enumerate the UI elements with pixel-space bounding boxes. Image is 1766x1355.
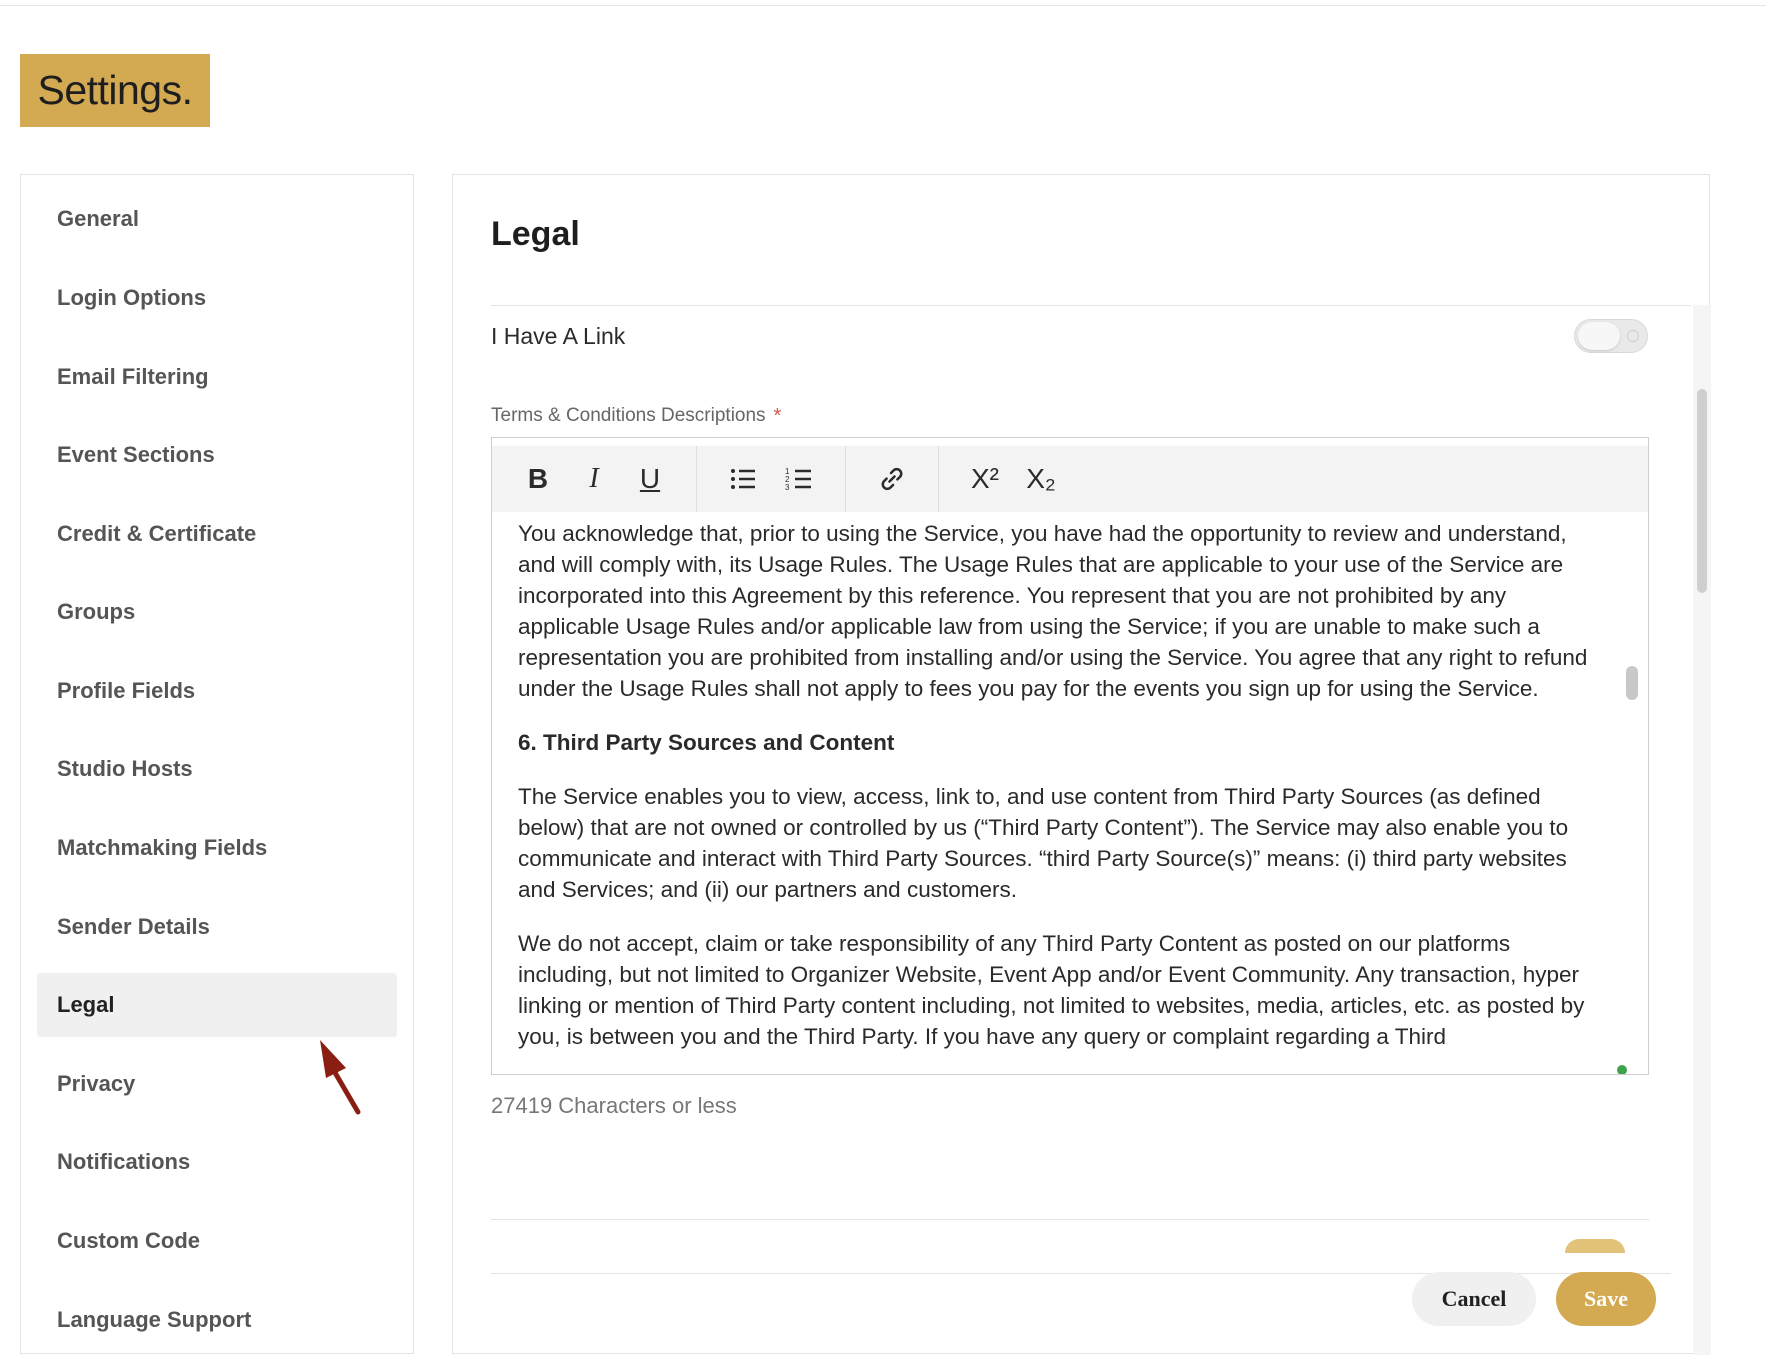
save-button[interactable]: Save [1556,1272,1656,1326]
annotation-arrow-icon [310,1028,370,1118]
page-title: Settings. [20,54,210,127]
script-group [939,446,1087,512]
sidebar-item-notifications[interactable]: Notifications [57,1149,191,1174]
cancel-button[interactable]: Cancel [1412,1272,1536,1326]
sidebar-item-legal[interactable]: Legal [37,973,397,1037]
divider [491,305,1691,306]
numbered-list-icon [784,464,814,494]
section-title: Legal [491,215,580,253]
toggle-knob [1578,322,1620,350]
numbered-list-button[interactable] [771,451,827,507]
terms-rich-text-editor[interactable] [491,437,1649,1075]
link-toggle[interactable] [1574,319,1648,353]
settings-sidebar [20,174,414,1354]
subscript-button[interactable]: X₂ [1026,463,1056,494]
sidebar-item-general[interactable]: General [57,206,139,231]
terms-field-label [491,405,781,428]
italic-button[interactable]: I [589,463,599,494]
underline-button[interactable]: U [639,463,661,494]
sidebar-item-privacy[interactable]: Privacy [57,1071,136,1096]
format-group [492,446,697,512]
sidebar-item-language-support[interactable]: Language Support [57,1307,252,1332]
resize-handle[interactable] [1617,1065,1627,1075]
editor-toolbar [492,446,1648,512]
insert-link-button[interactable] [864,451,920,507]
superscript-button[interactable]: X² [971,463,999,494]
top-divider [0,5,1766,6]
sidebar-item-sender-details[interactable]: Sender Details [57,914,210,939]
sidebar-item-event-sections[interactable]: Event Sections [57,442,215,467]
sidebar-item-profile-fields[interactable]: Profile Fields [57,678,196,703]
sidebar-item-email-filtering[interactable]: Email Filtering [57,364,209,389]
sidebar-item-matchmaking-fields[interactable]: Matchmaking Fields [57,835,268,860]
editor-scrollbar-thumb[interactable] [1626,666,1638,700]
bullet-list-button[interactable] [715,451,771,507]
toggle-off-icon [1627,330,1639,342]
editor-content[interactable] [518,518,1598,1074]
bold-button[interactable]: B [527,463,549,494]
sidebar-item-login-options[interactable]: Login Options [57,285,207,310]
sidebar-item-studio-hosts[interactable]: Studio Hosts [57,756,193,781]
legal-settings-panel [452,174,1710,1354]
paragraph: You acknowledge that, prior to using the Service, you have had the opportunity to review and understand, and will comply with, its Usage Rules. The Usage Rules that are applicable to your use of the Service are incorporated into this Agreement by this reference. You represent that you are not prohibited by any applicable Usage Rules and/or applicable law from using the Service; if you are unable to make such a representation you are prohibited from installing and/or using the Service. You agree that any right to refund under the Usage Rules shall not apply to fees you pay for the events you sign up for using the Service. [518,521,1588,701]
list-group [697,446,846,512]
bullet-list-icon [728,464,758,494]
paragraph: We do not accept, claim or take responsibility of any Third Party Content as posted on our platforms including, but not limited to Organizer Website, Event App and/or Event Community. Any transaction, hyper linking or mention of Third Party content including, not limited to websites, media, articles, etc. as posted by you, is between you and the Third Party. If you have any query or complaint regarding a Third [518,931,1585,1049]
svg-text:2: 2 [785,475,790,484]
link-group [846,446,939,512]
divider [491,1219,1649,1220]
sidebar-item-groups[interactable]: Groups [57,599,136,624]
sidebar-item-credit-certificate[interactable]: Credit & Certificate [57,521,257,546]
sidebar-item-custom-code[interactable]: Custom Code [57,1228,200,1253]
link-toggle-label: I Have A Link [491,323,626,349]
character-limit-hint: 27419 Characters or less [491,1093,737,1118]
section-heading: 6. Third Party Sources and Content [518,730,895,755]
partial-toggle[interactable] [1565,1239,1625,1253]
terms-label-text: Terms & Conditions Descriptions [491,405,766,426]
link-icon [877,464,907,494]
paragraph: The Service enables you to view, access, link to, and use content from Third Party Sources (as defined below) that are not owned or controlled by us (“Third Party Content”). The Service may also enable you to communicate and interact with Third Party Sources. “third Party Source(s)” means: (i) third party websites and Services; and (ii) our partners and customers. [518,784,1569,902]
required-indicator: * [773,405,782,427]
svg-text:3: 3 [785,483,790,492]
panel-scrollbar-thumb[interactable] [1697,389,1707,593]
svg-text:1: 1 [785,467,790,476]
